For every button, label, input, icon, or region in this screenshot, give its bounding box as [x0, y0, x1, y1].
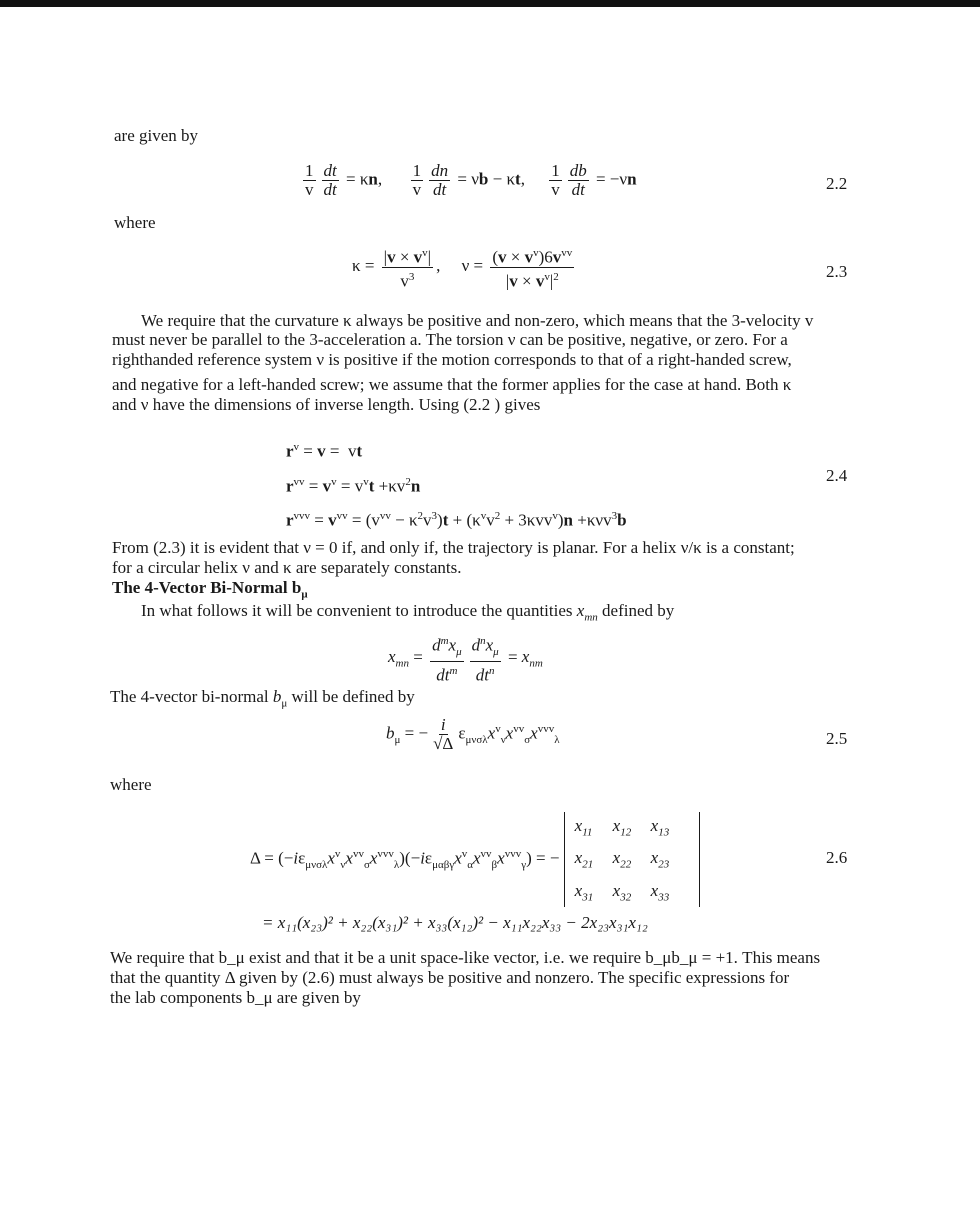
equation-2-5: $b_\mu$ = − $\frac{i}{√\Delta}$ $\varepsilon_{\mu\nu\sigma\lambda}x^v_\nu x^{vv}_\sigma x^{vvv}_\lambda$	[386, 715, 560, 753]
paragraph-3-line-1	[141, 601, 674, 627]
equation-2-3: κ = $\frac{|v \times v^v|}{v^3}$ , ν = $\frac{(v \times v^v)6v^{vv}}{|v \times v^v|^2}$	[352, 244, 577, 290]
text-where-2: where	[110, 775, 152, 794]
text-where-1: where	[114, 213, 156, 232]
paragraph-1-line-2: must never be parallel to the 3-acceleration a. The torsion ν can be positive, negative, or zero. For a	[112, 330, 788, 349]
scan-top-edge	[0, 0, 980, 7]
paragraph-1-line-1: We require that the curvature κ always be positive and non-zero, which means that the 3-velocity v	[141, 311, 814, 330]
paragraph-5-line-2: that the quantity Δ given by (2.6) must always be positive and nonzero. The specific expressions for	[110, 968, 790, 987]
equation-2-6: $\Delta = (-i\varepsilon_{\mu\nu\sigma\lambda}x^v_\nu x^{vv}_\sigma x^{vvv}_\lambda)(-i\varepsilon_{\mu\alpha\beta\gamma}x^v_\alpha x^{vv}_\beta x^{vvv}_\gamma)$ = − $x_{11}$ $x_{12}$ $x_{13}$ $x_{21}$ $x_{22}$ $x_{23}$ $x_{31}$ $x_{32}$ $x_{33}$	[250, 812, 700, 907]
paragraph-3-sub: mn	[584, 611, 598, 624]
equation-number-2-3: 2.3	[826, 262, 848, 281]
paragraph-1-line-5: and ν have the dimensions of inverse length. Using (2.2 ) gives	[112, 395, 541, 414]
paragraph-5-line-3: the lab components b_μ are given by	[110, 988, 361, 1007]
paragraph-4-var: b	[272, 687, 282, 706]
paragraph-3-text-a: In what follows it will be convenient to introduce the quantities	[141, 601, 577, 620]
paragraph-5-line-1: We require that b_μ exist and that it be a unit space-like vector, i.e. we require b_μb_μ = +1. This means	[110, 948, 821, 967]
equation-2-4: $r^v = v$ = vt $r^{vv} = v^v = v^vt +\kappa v^2n$ $r^{vvv} = v^{vv} = (v^{vv} - \kappa^2v^3)t + (\kappa^vv^2 + 3\kappa vv^v)n +\kappa\nu v^3b$	[286, 441, 627, 530]
paragraph-1-line-4: and negative for a left-handed screw; we assume that the former applies for the case at hand. Both κ	[112, 375, 792, 394]
text-are-given-by: are given by	[114, 126, 199, 145]
section-heading-text: The 4-Vector Bi-Normal b	[112, 578, 302, 597]
paragraph-1-line-3: righthanded reference system ν is positive if the motion corresponds to that of a right-handed screw,	[112, 350, 792, 369]
equation-2-6-expansion: = x₁₁(x₂₃)² + x₂₂(x₃₁)² + x₃₃(x₁₂)² − x₁₁x₂₂x₃₃ − 2x₂₃x₃₁x₁₂	[262, 913, 648, 932]
section-heading-subscript: μ	[301, 588, 308, 601]
paragraph-4-text-a: The 4-vector bi-normal	[110, 687, 273, 706]
paragraph-4-text-b: will be defined by	[287, 687, 415, 706]
equation-2-2: $\frac{1}{v}$ $\frac{dt}{dt}$ = κn, $\frac{1}{v}$ $\frac{dn}{dt}$ = νb − κt, $\frac{1}{v}$ $\frac{db}{dt}$ = −νn	[305, 161, 637, 199]
equation-number-2-2: 2.2	[826, 174, 848, 193]
paragraph-4-sub: μ	[281, 697, 288, 710]
equation-number-2-4: 2.4	[826, 466, 848, 485]
equation-number-2-5: 2.5	[826, 729, 848, 748]
paragraph-4	[110, 687, 415, 713]
equation-xmn: $x_{mn}$ = $\frac{d^mx_\mu}{dt^m}$ $\frac{d^nx_\mu}{dt^n}$ = $x_{nm}$	[388, 632, 543, 685]
paragraph-3-var: x	[576, 601, 585, 620]
equation-number-2-6: 2.6	[826, 848, 848, 867]
determinant-matrix: $x_{11}$ $x_{12}$ $x_{13}$ $x_{21}$ $x_{22}$ $x_{23}$ $x_{31}$ $x_{32}$ $x_{33}$	[564, 812, 700, 907]
paragraph-2-line-1: From (2.3) it is evident that ν = 0 if, and only if, the trajectory is planar. For a helix ν/κ is a constant;	[112, 538, 795, 557]
paragraph-2-line-2: for a circular helix ν and κ are separately constants.	[112, 558, 462, 577]
paragraph-3-text-b: defined by	[597, 601, 675, 620]
